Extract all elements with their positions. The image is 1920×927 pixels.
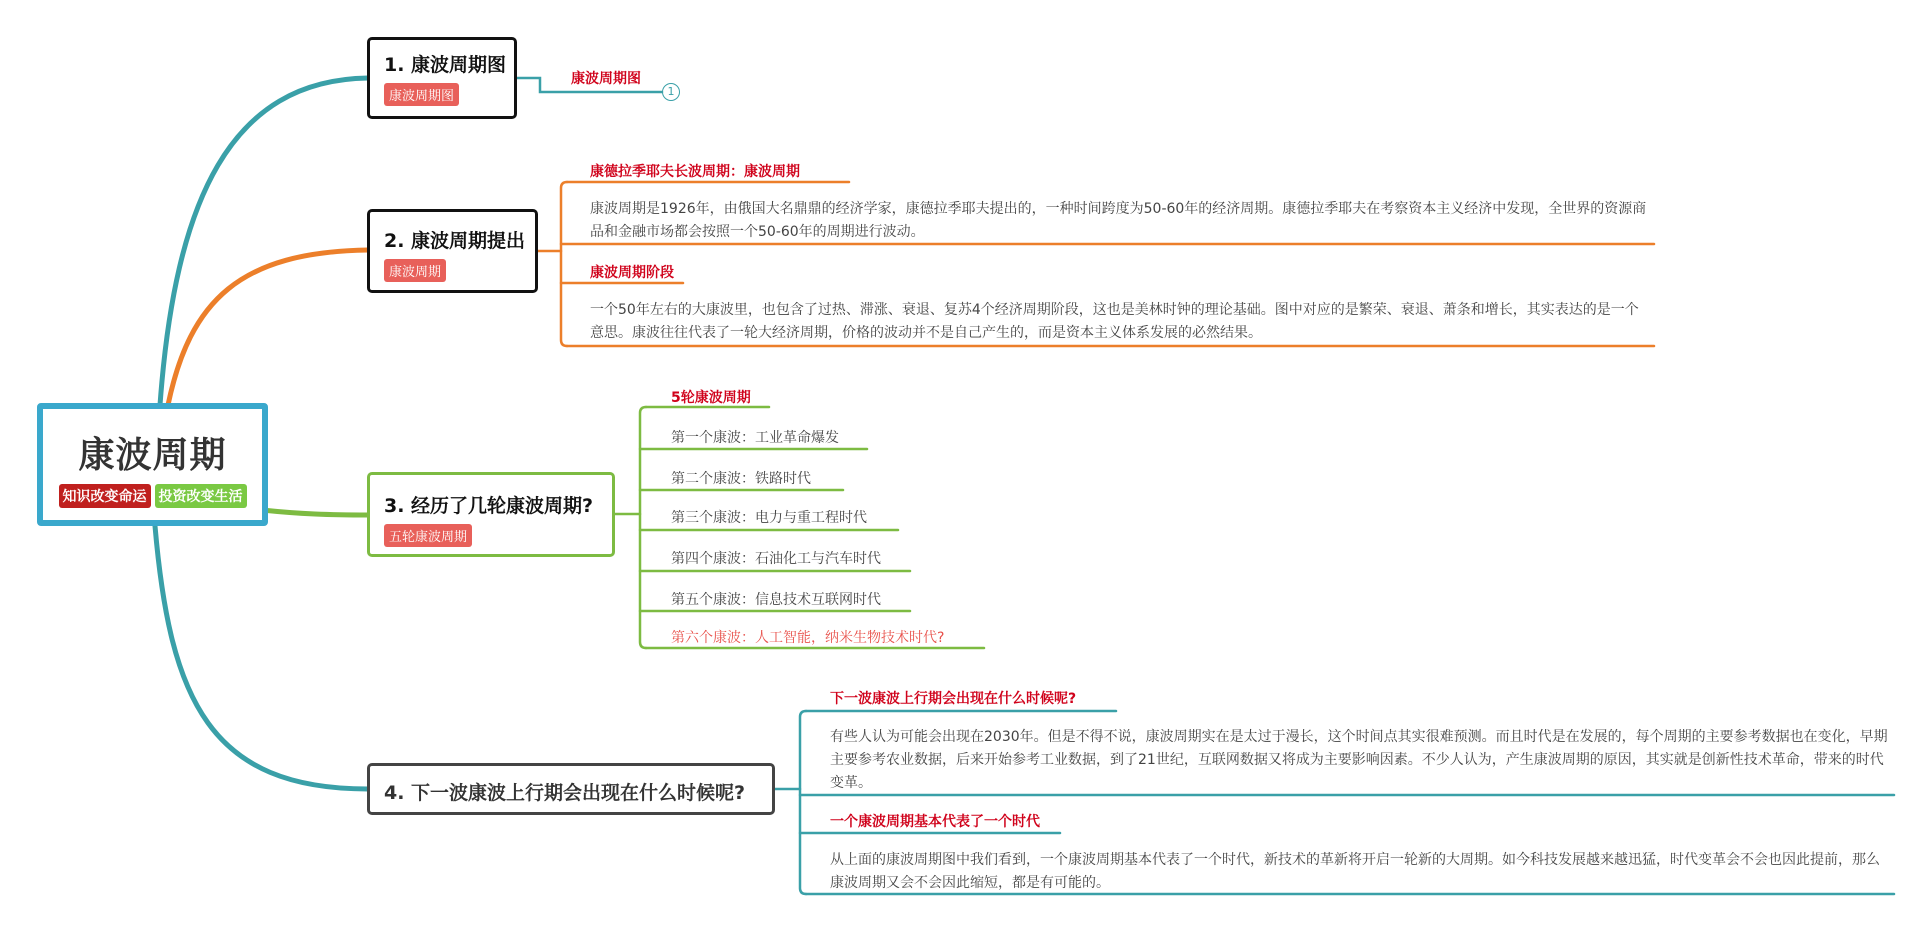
wave-item[interactable]: 第二个康波：铁路时代 bbox=[671, 471, 811, 487]
label-tag: 投资改变生活 bbox=[155, 484, 247, 508]
subtopic-title[interactable]: 康德拉季耶夫长波周期：康波周期 bbox=[590, 164, 800, 180]
branch-1-line bbox=[160, 78, 368, 405]
branch-3-line bbox=[262, 510, 368, 515]
label-tag: 康波周期 bbox=[384, 259, 446, 282]
central-topic[interactable] bbox=[37, 403, 268, 526]
topic-kondratiev-proposal[interactable] bbox=[367, 209, 538, 293]
subtopic-text: 从上面的康波周期图中我们看到，一个康波周期基本代表了一个时代，新技术的革新将开启一轮新的大周期。如今科技发展越来越迅猛，时代变革会不会也因此提前，那么康波周期又会不会因此缩短，都是有可能的。 bbox=[830, 852, 1880, 891]
topic-next-upswing[interactable] bbox=[367, 763, 775, 815]
topic-kondratiev-chart[interactable] bbox=[367, 37, 517, 119]
wave-item[interactable]: 第一个康波：工业革命爆发 bbox=[671, 430, 839, 446]
subtopic-title[interactable]: 5轮康波周期 bbox=[671, 390, 751, 406]
central-topic-title: 康波周期 bbox=[78, 435, 227, 476]
subtopic-text: 一个50年左右的大康波里，也包含了过热、滞涨、衰退、复苏4个经济周期阶段，这也是美林时钟的理论基础。图中对应的是繁荣、衰退、萧条和增长，其实表达的是一个意思。康波往往代表了一轮大经济周期，价格的波动并不是自己产生的，而是资本主义体系发展的必然结果。 bbox=[590, 302, 1639, 341]
label-tag: 知识改变命运 bbox=[59, 484, 151, 508]
collapse-count-badge[interactable]: 1 bbox=[662, 83, 680, 101]
label-tag: 五轮康波周期 bbox=[384, 524, 472, 547]
subtopic-text: 康波周期是1926年，由俄国大名鼎鼎的经济学家，康德拉季耶夫提出的，一种时间跨度为50-60年的经济周期。康德拉季耶夫在考察资本主义经济中发现，全世界的资源商品和金融市场都会按照一个50-60年的周期进行波动。 bbox=[590, 201, 1647, 240]
subtopic-title[interactable]: 康波周期阶段 bbox=[590, 265, 674, 281]
topic-title: 3. 经历了几轮康波周期? bbox=[384, 495, 594, 517]
branch-2-line bbox=[168, 250, 368, 405]
branch-4-line bbox=[155, 526, 368, 789]
subtopic-title[interactable]: 下一波康波上行期会出现在什么时候呢? bbox=[830, 691, 1077, 707]
topic-title: 4. 下一波康波上行期会出现在什么时候呢? bbox=[384, 782, 746, 804]
topic-title: 1. 康波周期图 bbox=[384, 54, 507, 76]
topic-title: 2. 康波周期提出 bbox=[384, 230, 526, 252]
subtopic-title[interactable]: 康波周期图 bbox=[571, 71, 641, 87]
subtopic-title[interactable]: 一个康波周期基本代表了一个时代 bbox=[830, 814, 1040, 830]
wave-item-highlighted[interactable]: 第六个康波：人工智能，纳米生物技术时代? bbox=[671, 630, 945, 646]
label-tag: 康波周期图 bbox=[384, 83, 459, 106]
wave-item[interactable]: 第五个康波：信息技术互联网时代 bbox=[671, 592, 881, 608]
wave-item[interactable]: 第四个康波：石油化工与汽车时代 bbox=[671, 551, 881, 567]
subtopic-text: 有些人认为可能会出现在2030年。但是不得不说，康波周期实在是太过于漫长，这个时间点其实很难预测。而且时代是在发展的，每个周期的主要参考数据也在变化，早期主要参考农业数据，后来开始参考工业数据，到了21世纪，互联网数据又将成为主要影响因素。不少人认为，产生康波周期的原因，其实就是创新性技术革命，带来的时代变革。 bbox=[830, 729, 1888, 791]
topic-kondratiev-rounds[interactable] bbox=[367, 472, 615, 557]
wave-item[interactable]: 第三个康波：电力与重工程时代 bbox=[671, 510, 867, 526]
